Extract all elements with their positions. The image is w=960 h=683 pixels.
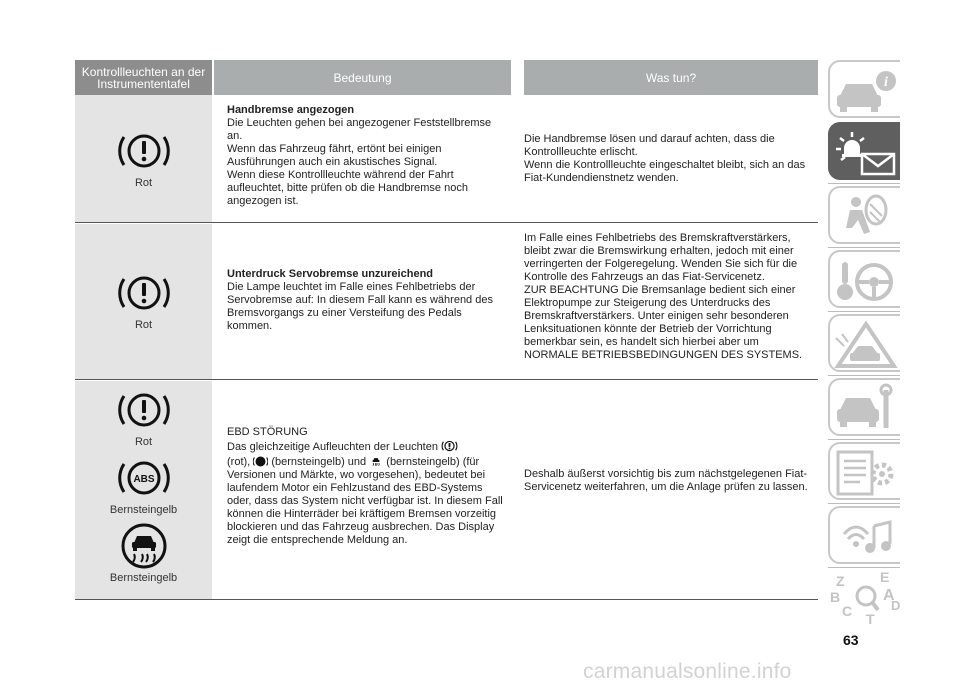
tab-separator (828, 439, 900, 440)
index-icon (828, 570, 900, 628)
tab-separator (828, 183, 900, 184)
tab-safety[interactable] (828, 186, 900, 244)
multimedia-icon (830, 508, 902, 566)
table-row (75, 224, 818, 380)
tab-starting-driving[interactable] (828, 250, 900, 308)
brake-warning-icon (117, 128, 171, 174)
tab-separator (828, 311, 900, 312)
emergency-icon (830, 316, 902, 374)
tab-car-info[interactable] (828, 60, 900, 118)
tab-separator (828, 503, 900, 504)
index-letter: C (842, 603, 853, 619)
index-letter: D (891, 598, 900, 613)
meaning-text: Die Leuchten gehen bei angezogener Feststellbremse an. Wenn das Fahrzeug fährt, ertönt bei einigen Ausführungen auch ein akustisches Signal. Wenn diese Kontrollleuchte während der Fahrt aufleuchtet, bitte prüfen ob die Handbremse noch angezogen ist. (227, 117, 492, 207)
brake-warning-icon (441, 439, 458, 453)
warning-lights-icon (830, 124, 902, 182)
brake-warning-icon (117, 270, 171, 316)
meaning-fragment: Das gleichzeitige Aufleuchten der Leuchten (227, 441, 438, 453)
car-info-icon (830, 62, 902, 120)
airbag-icon (830, 188, 902, 246)
todo-text: Im Falle eines Fehlbetriebs des Bremskraftverstärkers, bleibt zwar die Bremswirkung erhalten, jedoch mit einer verringerten der Folgeregelung. Wenden Sie sich für die Kontrolle des Fahrzeugs an das Fiat-Servicenetz. ZUR BEACHTUNG Die Bremsanlage bedient sich einer Elektropumpe zur Steigerung des Unterdrucks des Bremskraftverstärkers. Unter einigen sehr besonderen Lenksituationen könnte der Betrieb der Vorrichtung bemerkbar sein, es handelt sich hierbei aber um NORMALE BETRIEBSBEDINGUNGEN DES SYSTEMS. (524, 232, 803, 361)
tab-separator (828, 375, 900, 376)
index-letter: Z (836, 573, 845, 589)
meaning-fragment: (bernsteingelb) und (271, 456, 367, 468)
tab-maintenance[interactable] (828, 378, 900, 436)
index-letter: B (830, 589, 841, 605)
row-title: Handbremse angezogen (227, 104, 355, 116)
todo-text: Die Handbremse lösen und darauf achten, dass die Kontrollleuchte erlischt. Wenn die Kontrollleuchte eingeschaltet bleibt, sich an das Fiat-Kundendienstnetz wenden. (524, 133, 806, 184)
header-todo: Was tun? (524, 60, 818, 95)
header-lamps: Kontrollleuchten an der Instrumententafel (75, 60, 212, 95)
meaning-cell (227, 268, 505, 333)
tab-separator (828, 247, 900, 248)
index-letter: A (883, 587, 895, 604)
meaning-fragment: (rot), (227, 456, 251, 468)
maintenance-icon (830, 380, 902, 438)
meaning-fragment: (bernsteingelb) (für Versionen und Märkte, wo vorgesehen), bedeutet bei laufendem Motor ein Fehlzustand des EBD-Systems oder, dass das System nicht verfügbar ist. In diesem Fall können die Hinterräder bei kräftigem Bremsen vorzeitig blockieren und das Fahrzeug ausbrechen. Das Display zeigt die entsprechende Meldung an. (227, 456, 503, 546)
todo-text: Deshalb äußerst vorsichtig bis zum nächstgelegenen Fiat-Servicenetz weiterfahren, um die Anlage prüfen zu lassen. (524, 468, 808, 493)
lamp-cell (75, 128, 212, 189)
meaning-cell (227, 426, 505, 547)
tab-technical-data[interactable] (828, 442, 900, 500)
brake-warning-icon (117, 387, 171, 433)
meaning-cell (227, 104, 505, 208)
lamp-color-label: Rot (134, 436, 153, 448)
stability-control-icon (117, 523, 171, 569)
technical-data-icon (830, 444, 902, 502)
lamp-color-label: Rot (134, 177, 153, 189)
row-title: Unterdruck Servobremse unzureichend (227, 268, 434, 280)
page-number: 63 (843, 632, 859, 648)
lamp-cell (75, 455, 212, 516)
lamp-cell (75, 523, 212, 584)
table-row (75, 381, 818, 600)
tab-index[interactable] (828, 570, 900, 628)
index-letter: T (866, 611, 875, 627)
meaning-text: Die Lampe leuchtet im Falle eines Fehlbetriebs der Servobremse auf: In diesem Fall kann es während des Bremsvorgangs zu einer Versteifung des Pedals kommen. (227, 281, 493, 332)
abs-warning-icon (117, 455, 171, 501)
lamp-cell (75, 387, 212, 448)
tab-multimedia[interactable] (828, 506, 900, 564)
tab-separator (828, 567, 900, 568)
steering-key-icon (830, 252, 902, 310)
index-letter: E (880, 570, 890, 585)
row-title: EBD STÖRUNG (227, 426, 308, 438)
abs-warning-icon (253, 455, 268, 468)
lamp-color-label: Bernsteingelb (109, 572, 178, 584)
header-meaning: Bedeutung (214, 60, 511, 95)
lamp-cell (75, 270, 212, 331)
svg-text:i: i (884, 75, 888, 90)
meaning-text-a (227, 439, 505, 454)
stability-control-icon (369, 454, 383, 468)
lamp-color-label: Rot (134, 319, 153, 331)
abs-label: ABS (132, 474, 155, 485)
table-row (75, 95, 818, 223)
lamp-color-label: Bernsteingelb (109, 504, 178, 516)
tab-emergency[interactable] (828, 314, 900, 372)
watermark: carmanualsonline.info (583, 660, 792, 683)
tab-warning-lights[interactable] (828, 122, 900, 180)
meaning-text-b (227, 454, 505, 547)
